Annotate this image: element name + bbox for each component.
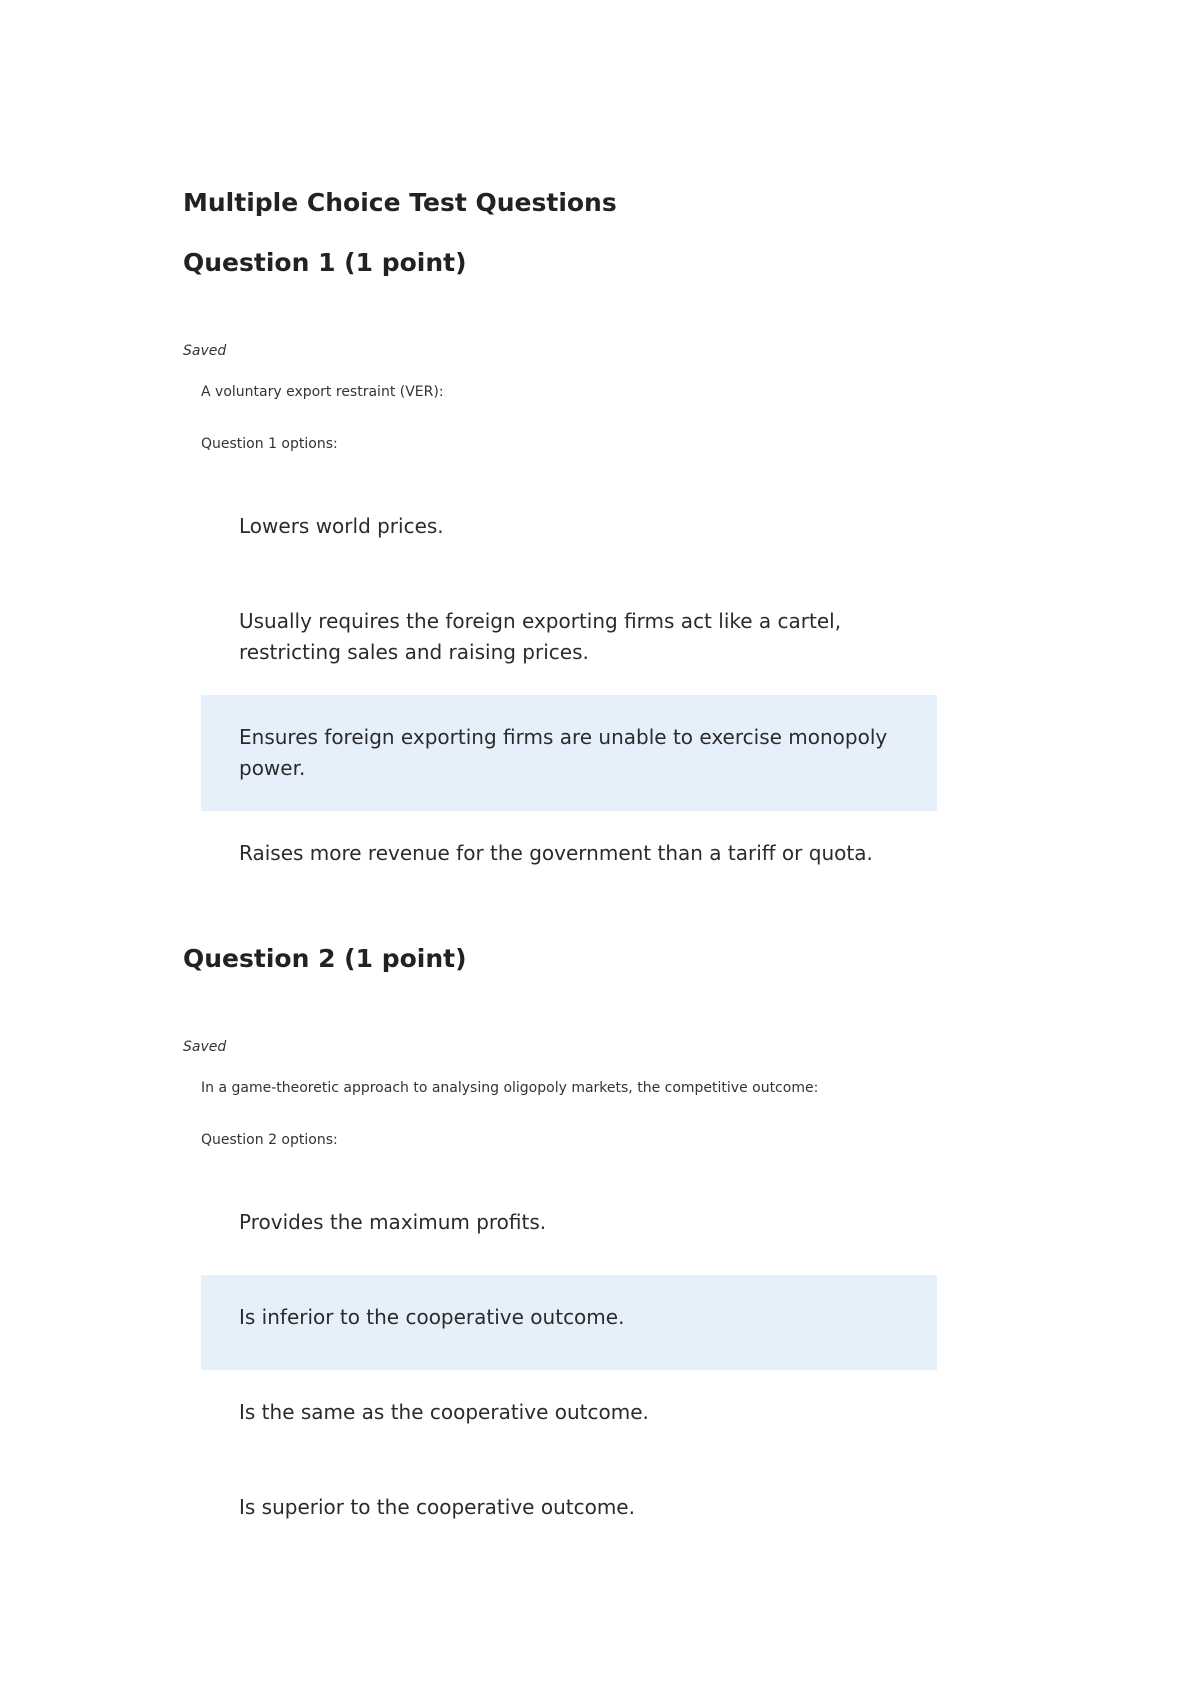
question-1-option-4[interactable]: Raises more revenue for the government than a tariff or quota. [239, 841, 873, 865]
question-1-options-label: Question 1 options: [201, 436, 338, 452]
quiz-page [183, 186, 943, 1560]
question-2-option-3[interactable]: Is the same as the cooperative outcome. [239, 1400, 649, 1424]
question-1-option-3-selected[interactable]: Ensures foreign exporting firms are unable to exercise monopoly power. [201, 695, 937, 811]
question-2-prompt: In a game-theoretic approach to analysing oligopoly markets, the competitive outcome: [201, 1080, 819, 1096]
question-1-heading: Question 1 (1 point) [183, 248, 467, 277]
question-2-saved-status: Saved [183, 1039, 227, 1055]
question-1-option-1[interactable]: Lowers world prices. [239, 514, 444, 538]
question-2-options-label: Question 2 options: [201, 1132, 338, 1148]
question-2-option-4[interactable]: Is superior to the cooperative outcome. [239, 1495, 635, 1519]
question-1-prompt: A voluntary export restraint (VER): [201, 384, 444, 400]
question-1 [183, 246, 943, 906]
question-2-option-2-selected[interactable]: Is inferior to the cooperative outcome. [201, 1275, 937, 1370]
question-1-saved-status: Saved [183, 343, 227, 359]
question-2-option-1[interactable]: Provides the maximum profits. [239, 1210, 547, 1234]
question-2 [183, 942, 943, 1560]
question-1-options [201, 484, 937, 906]
question-1-option-2[interactable]: Usually requires the foreign exporting firms act like a cartel, restricting sales and raising prices. [239, 609, 842, 664]
question-2-heading: Question 2 (1 point) [183, 944, 467, 973]
page-title: Multiple Choice Test Questions [183, 188, 617, 217]
question-2-options [201, 1180, 937, 1560]
